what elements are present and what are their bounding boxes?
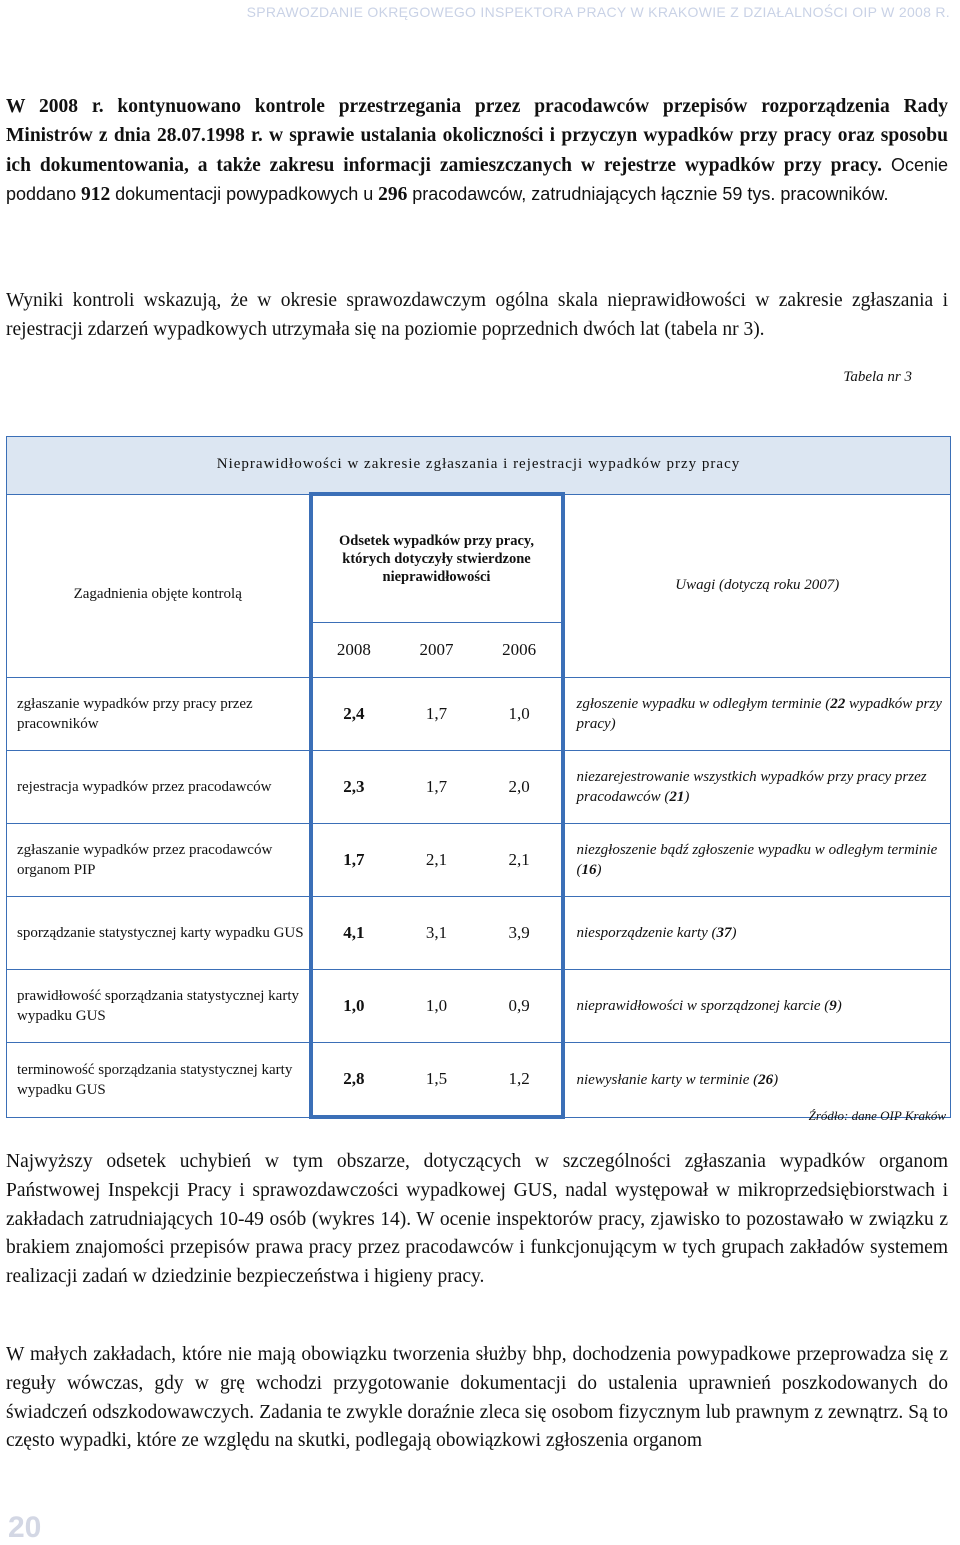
table-row bbox=[7, 678, 951, 751]
paragraph-1-text-b: dokumentacji powypadkowych u bbox=[115, 184, 374, 205]
paragraph-4: W małych zakładach, które nie mają obowiązku tworzenia służby bhp, dochodzenia powypadkowe przeprowadza się z reguły wówczas, gdy w grę wchodzi przygotowanie dokumentacji do ustalenia uprawnień poszkodowanych do świadczeń odszkodowawczych. Zadania te zwykle doraźnie zleca się osobom fizycznym lub prawnym z zewnątrz. Są to często wypadki, które ze względu na skutki, podlegają obowiązkowi zgłoszenia organom bbox=[6, 1344, 948, 1452]
header-years bbox=[311, 623, 563, 678]
note-text-end: ) bbox=[836, 998, 842, 1014]
value-2006: 2,0 bbox=[508, 777, 530, 796]
header-notes: Uwagi (dotyczą roku 2007) bbox=[563, 494, 951, 678]
value-2007: 2,1 bbox=[425, 850, 448, 869]
paragraph-3: Najwyższy odsetek uchybień w tym obszarze, dotyczących w szczególności zgłaszania wypadków organom Państwowej Inspekcji Pracy i sprawozdawczości wypadkowej GUS, nadal występował w mikroprzedsiębiorstwach i zakładach zatrudniających 10-49 osób (wykres 14). W ocenie inspektorów pracy, zjawisko to pozostawało w związku z brakiem znajomości przepisów prawa pracy przez pracodawców i funkcjonującym w tych grupach zakładów systemem realizacji zadań w dziedzinie bezpieczeństwa i higieny pracy. bbox=[6, 1151, 948, 1288]
row-topic: sporządzanie statystycznej karty wypadku GUS bbox=[7, 897, 311, 970]
row-note bbox=[563, 897, 951, 970]
year-2008: 2008 bbox=[336, 640, 371, 659]
value-2007: 1,0 bbox=[425, 996, 448, 1015]
value-2008: 1,0 bbox=[343, 996, 365, 1015]
row-note bbox=[563, 824, 951, 897]
value-2007: 1,7 bbox=[425, 777, 448, 796]
note-text: niesporządzenie karty ( bbox=[576, 925, 717, 941]
note-text: nieprawidłowości w sporządzonej karcie ( bbox=[576, 998, 830, 1014]
row-topic: rejestracja wypadków przez pracodawców bbox=[7, 751, 311, 824]
note-count: 37 bbox=[716, 925, 732, 941]
value-2006: 3,9 bbox=[508, 923, 530, 942]
note-text-end: ) bbox=[684, 789, 690, 805]
row-topic: terminowość sporządzania statystycznej karty wypadku GUS bbox=[7, 1043, 311, 1118]
header-percentage: Odsetek wypadków przy pracy, których dotyczyły stwierdzone nieprawidłowości bbox=[311, 494, 563, 623]
table-row bbox=[7, 1043, 951, 1118]
row-note bbox=[563, 751, 951, 824]
note-text-end: ) bbox=[773, 1071, 779, 1088]
table-row bbox=[7, 751, 951, 824]
row-note bbox=[563, 970, 951, 1043]
header-topics: Zagadnienia objęte kontrolą bbox=[7, 494, 311, 678]
row-topic: zgłaszanie wypadków przez pracodawców organom PIP bbox=[7, 824, 311, 897]
row-note bbox=[563, 1043, 951, 1118]
note-text: zgłoszenie wypadku w odległym terminie ( bbox=[576, 696, 831, 712]
row-values bbox=[311, 897, 563, 970]
table-row bbox=[7, 824, 951, 897]
note-text-end: wypadków przy pracy) bbox=[576, 696, 942, 732]
paragraph-2: Wyniki kontroli wskazują, że w okresie sprawozdawczym ogólna skala nieprawidłowości w zakresie zgłaszania i rejestracji zdarzeń wypadkowych utrzymała się na poziomie poprzednich dwóch lat (tabela nr 3). bbox=[6, 290, 948, 340]
value-2007: 1,7 bbox=[425, 704, 448, 723]
row-topic: prawidłowość sporządzania statystycznej karty wypadku GUS bbox=[7, 970, 311, 1043]
table-row bbox=[7, 970, 951, 1043]
note-text-end: ) bbox=[596, 862, 602, 878]
value-2008: 1,7 bbox=[343, 850, 365, 869]
paragraph-1-number-912: 912 bbox=[80, 184, 111, 206]
value-2008: 4,1 bbox=[343, 923, 365, 942]
value-2007: 3,1 bbox=[425, 923, 448, 942]
row-note bbox=[563, 678, 951, 751]
paragraph-1-number-296: 296 bbox=[378, 184, 408, 206]
row-values bbox=[311, 1043, 563, 1118]
note-text-end: ) bbox=[731, 925, 737, 941]
note-text: niezgłoszenie bądź zgłoszenie wypadku w odległym terminie ( bbox=[576, 842, 938, 878]
running-title: SPRAWOZDANIE OKRĘGOWEGO INSPEKTORA PRACY W KRAKOWIE Z DZIAŁALNOŚCI OIP W 2008 R. bbox=[246, 4, 950, 20]
note-count: 26 bbox=[758, 1071, 774, 1088]
value-2006: 1,0 bbox=[508, 704, 530, 723]
note-count: 21 bbox=[669, 789, 685, 805]
paragraph-1-bold: W 2008 r. kontynuowano kontrole przestrzegania przez pracodawców przepisów rozporządzenia Rady Ministrów z dnia 28.07.1998 r. w sprawie ustalania okoliczności i przyczyn wypadków przy pracy oraz sposobu ich dokumentowania, a także zakresu informacji zamieszczanych w rejestrze wypadków przy pracy. bbox=[6, 96, 948, 176]
row-topic: zgłaszanie wypadków przy pracy przez pracowników bbox=[7, 678, 311, 751]
value-2008: 2,3 bbox=[343, 777, 365, 796]
note-count: 16 bbox=[581, 862, 597, 878]
paragraph-1 bbox=[6, 93, 948, 210]
note-text: niewysłanie karty w terminie ( bbox=[576, 1071, 759, 1088]
table-row bbox=[7, 897, 951, 970]
row-values bbox=[311, 751, 563, 824]
page-header bbox=[0, 0, 960, 42]
value-2006: 2,1 bbox=[508, 850, 530, 869]
paragraph-1-text-c: pracodawców, zatrudniających łącznie 59 tys. pracowników. bbox=[412, 184, 889, 205]
row-values bbox=[311, 970, 563, 1043]
table-label: Tabela nr 3 bbox=[843, 369, 912, 385]
year-2006: 2006 bbox=[502, 640, 537, 659]
value-2008: 2,8 bbox=[343, 1069, 365, 1088]
irregularities-table bbox=[6, 436, 951, 1119]
value-2006: 1,2 bbox=[508, 1069, 530, 1088]
note-text: niezarejestrowanie wszystkich wypadków przy pracy przez pracodawców ( bbox=[576, 769, 927, 805]
row-values bbox=[311, 824, 563, 897]
table-title: Nieprawidłowości w zakresie zgłaszania i rejestracji wypadków przy pracy bbox=[7, 437, 951, 495]
paragraph-1-text-a: Ocenie poddano bbox=[6, 154, 948, 205]
row-values bbox=[311, 678, 563, 751]
value-2007: 1,5 bbox=[425, 1069, 448, 1088]
value-2006: 0,9 bbox=[508, 996, 530, 1015]
table-source: Źródło: dane OIP Kraków bbox=[808, 1108, 946, 1123]
page-number: 20 bbox=[8, 1511, 42, 1544]
note-count: 9 bbox=[829, 998, 837, 1014]
value-2008: 2,4 bbox=[343, 704, 365, 723]
year-2007: 2007 bbox=[419, 640, 454, 659]
note-count: 22 bbox=[830, 696, 846, 712]
